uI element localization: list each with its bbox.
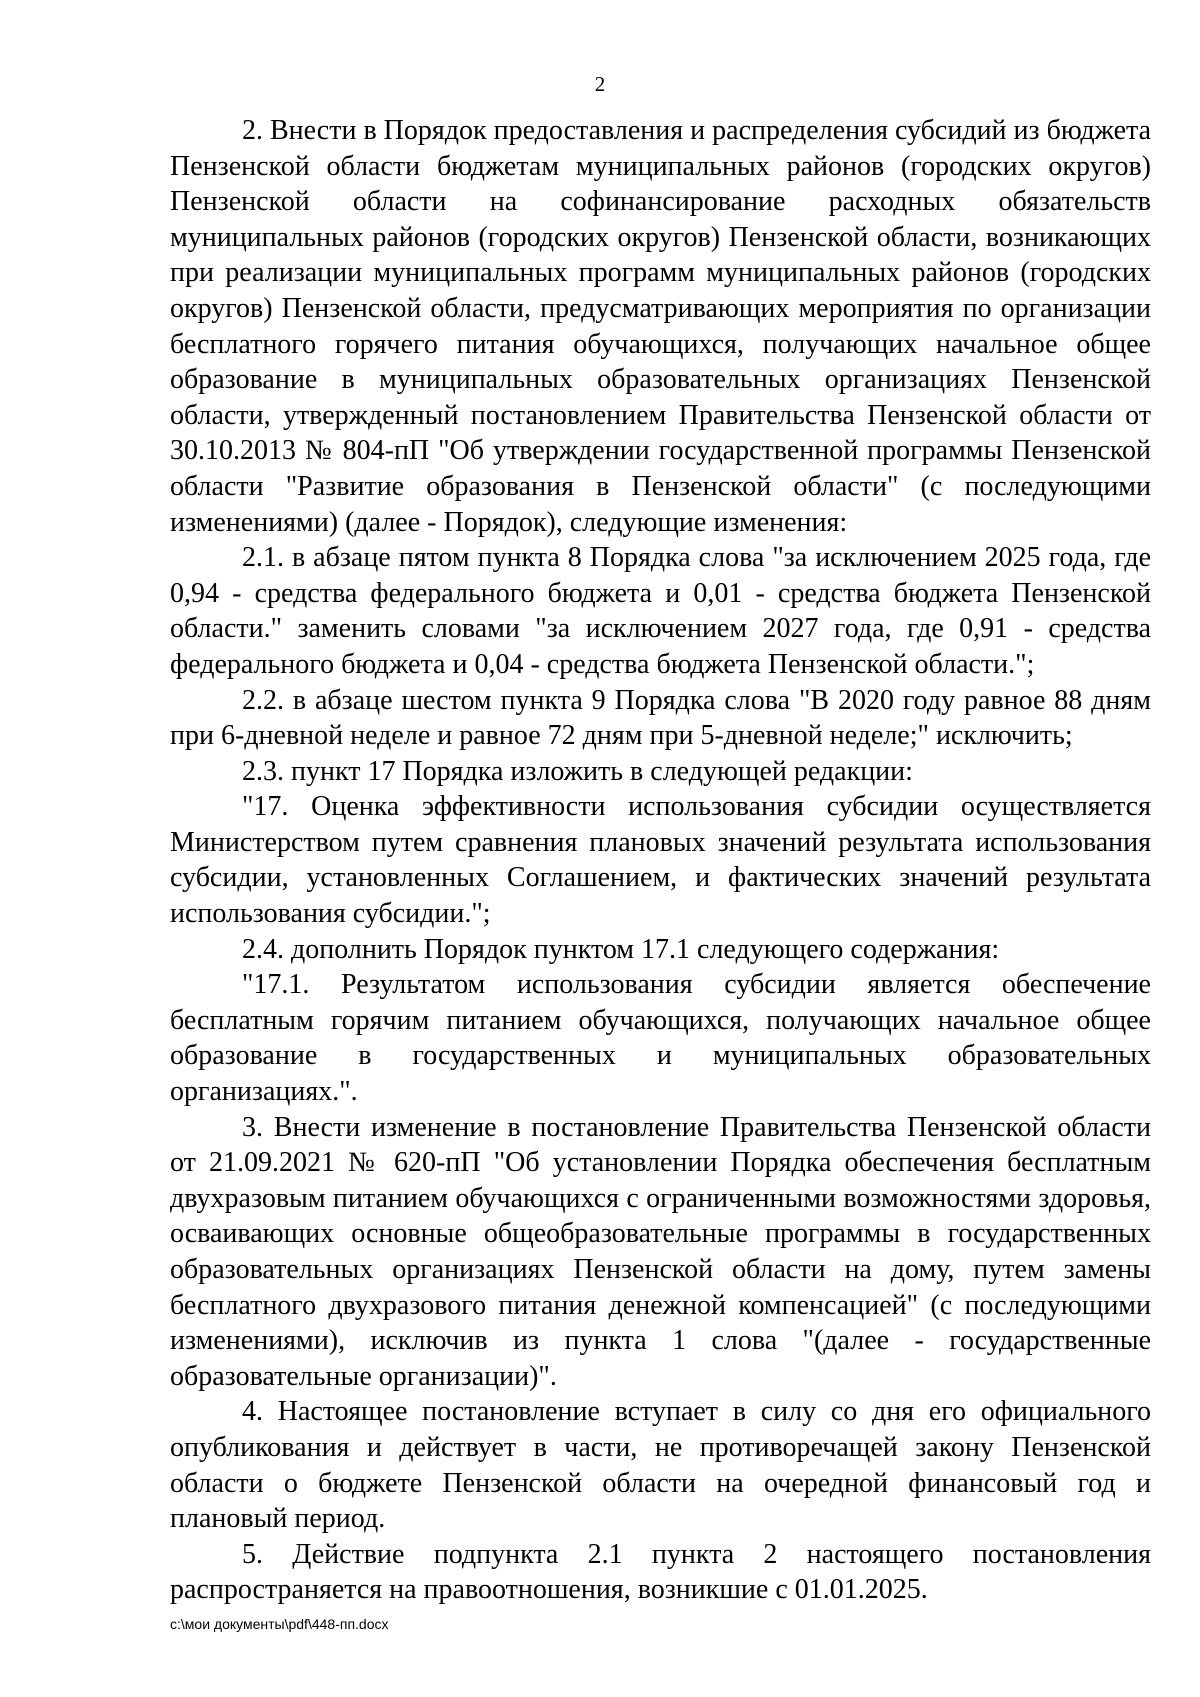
paragraph-subitem-2-3: 2.3. пункт 17 Порядка изложить в следующей редакции: [242,755,913,787]
paragraph-item-2: 2. Внести в Порядок предоставления и распределения субсидий из бюджета Пензенской области бюджетам муниципальных районов (городских округов) Пензенской области на софинансирование расходных обязательств муниципальных районов (городских округов) Пензенской области, возникающих при реализации муниципальных программ муниципальных районов (городских округов) Пензенской области, предусматривающих мероприятия по организации бесплатного горячего питания обучающихся, получающих начальное общее образование в муниципальных образовательных организациях Пензенской области, утвержденный постановлением Правительства Пензенской области от 30.10.2013 № 804-пП "Об утверждении государственной программы Пензенской области "Развитие образования в Пензенской области" (с последующими изменениями) (далее - Порядок), следующие изменения: [170,115,1151,538]
paragraph-item-4: 4. Настоящее постановление вступает в силу со дня его официального опубликования и действует в части, не противоречащей закону Пензенской области о бюджете Пензенской области на очередной финансовый год и плановый период. [170,1396,1151,1535]
paragraph-subitem-2-4: 2.4. дополнить Порядок пунктом 17.1 следующего содержания: [242,933,1000,965]
paragraph-item-5: 5. Действие подпункта 2.1 пункта 2 настоящего постановления распространяется на правоотношения, возникшие с 01.01.2025. [170,1538,1151,1606]
paragraph-item-3: 3. Внести изменение в постановление Правительства Пензенской области от 21.09.2021 № 620-пП "Об установлении Порядка обеспечения бесплатным двухразовым питанием обучающихся с ограниченными возможностями здоровья, осваивающих основные общеобразовательные программы в государственных образовательных организациях Пензенской области на дому, путем замены бесплатного двухразового питания денежной компенсацией" (с последующими изменениями), исключив из пункта 1 слова "(далее - государственные образовательные организации)". [170,1111,1151,1392]
footer-file-path: c:\мои документы\pdf\448-пп.docx [170,1616,389,1632]
paragraph-subitem-2-2: 2.2. в абзаце шестом пункта 9 Порядка слова "В 2020 году равное 88 дням при 6-дневной неделе и равное 72 дням при 5-дневной неделе;" исключить; [170,684,1151,752]
paragraph-quote-17: "17. Оценка эффективности использования субсидии осуществляется Министерством путем сравнения плановых значений результата использования субсидии, установленных Соглашением, и фактических значений результата использования субсидии."; [170,791,1151,930]
paragraph-subitem-2-1: 2.1. в абзаце пятом пункта 8 Порядка слова "за исключением 2025 года, где 0,94 - средства федерального бюджета и 0,01 - средства бюджета Пензенской области." заменить словами "за исключением 2027 года, где 0,91 - средства федерального бюджета и 0,04 - средства бюджета Пензенской области."; [170,542,1151,680]
paragraph-quote-17-1: "17.1. Результатом использования субсидии является обеспечение бесплатным горячим питанием обучающихся, получающих начальное общее образование в государственных и муниципальных образовательных организациях.". [170,969,1151,1108]
page-number: 2 [594,72,606,96]
document-body [170,113,1151,1608]
